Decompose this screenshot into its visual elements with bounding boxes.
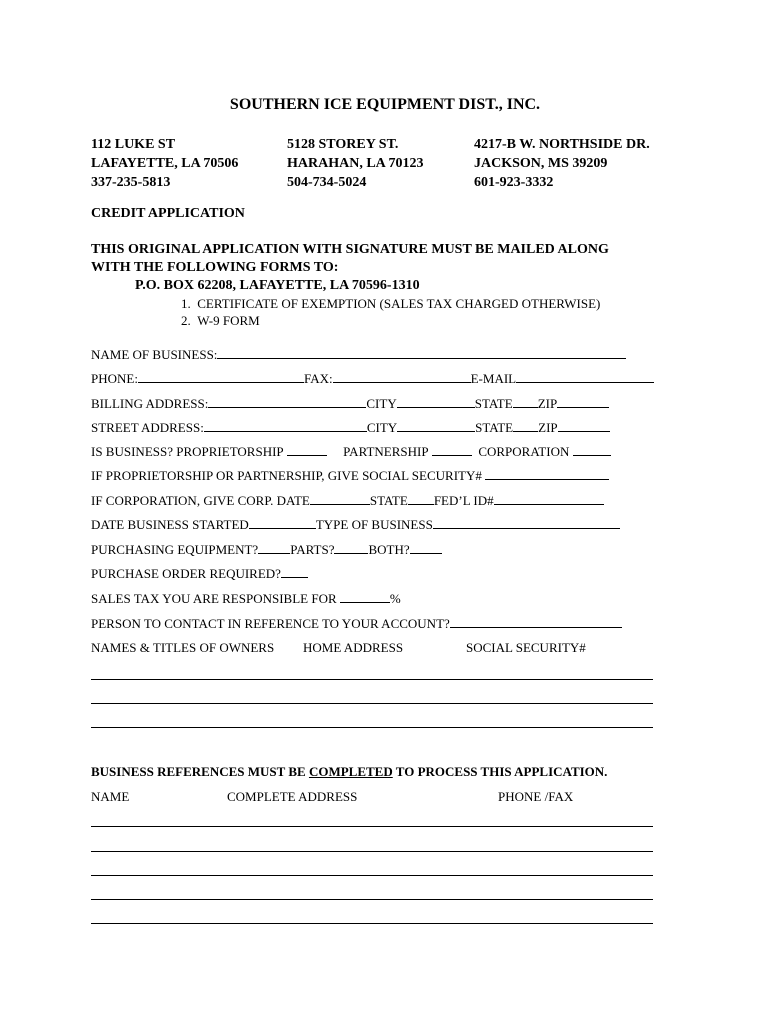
sales-tax-label: SALES TAX YOU ARE RESPONSIBLE FOR: [91, 591, 337, 606]
fax-field[interactable]: [333, 371, 471, 383]
ssn-label: IF PROPRIETORSHIP OR PARTNERSHIP, GIVE SOCIAL SECURITY#: [91, 468, 482, 483]
street-state-field[interactable]: [513, 420, 538, 432]
reference-entry-line[interactable]: [91, 899, 653, 900]
purchasing-equipment-field[interactable]: [258, 542, 290, 554]
partnership-label: PARTNERSHIP: [343, 444, 429, 459]
email-label: E-MAIL: [470, 371, 517, 386]
phone-fax-email-row: [91, 371, 654, 387]
billing-city-label: CITY: [366, 396, 397, 411]
billing-state-label: STATE: [474, 396, 513, 411]
corporation-field[interactable]: [573, 444, 611, 456]
location-city: LAFAYETTE, LA 70506: [91, 156, 239, 171]
location-street: 112 LUKE ST: [91, 137, 176, 152]
references-heading: [91, 764, 607, 780]
parts-field[interactable]: [334, 542, 368, 554]
location-jackson: [474, 135, 650, 192]
date-started-field[interactable]: [249, 517, 316, 529]
location-city: JACKSON, MS 39209: [474, 156, 608, 171]
percent-sign: %: [389, 591, 401, 606]
business-type-label: IS BUSINESS? PROPRIETORSHIP: [91, 444, 284, 459]
location-phone: 504-734-5024: [287, 175, 367, 190]
location-street: 5128 STOREY ST.: [287, 137, 399, 152]
references-col-name: NAME: [91, 789, 130, 804]
sales-tax-field[interactable]: [340, 591, 390, 603]
street-address-label: STREET ADDRESS:: [91, 420, 204, 435]
corp-state-field[interactable]: [408, 493, 434, 505]
fax-label: FAX:: [303, 371, 333, 386]
street-address-row: [91, 420, 610, 436]
purchasing-equipment-label: PURCHASING EQUIPMENT?: [91, 542, 259, 557]
instructions-line-2: WITH THE FOLLOWING FORMS TO:: [91, 260, 339, 275]
corp-date-label: IF CORPORATION, GIVE CORP. DATE: [91, 493, 310, 508]
location-phone: 601-923-3332: [474, 175, 554, 190]
billing-zip-label: ZIP: [537, 396, 558, 411]
location-harahan: [287, 135, 424, 192]
date-started-row: [91, 517, 620, 533]
street-city-field[interactable]: [397, 420, 475, 432]
owner-entry-line[interactable]: [91, 703, 653, 704]
billing-zip-field[interactable]: [557, 396, 609, 408]
reference-entry-line[interactable]: [91, 875, 653, 876]
name-of-business-row: [91, 347, 626, 363]
partnership-field[interactable]: [432, 444, 472, 456]
list-number: 2.: [181, 313, 191, 328]
street-city-label: CITY: [366, 420, 398, 435]
name-of-business-field[interactable]: [217, 347, 626, 359]
required-form-1: [181, 296, 600, 312]
owner-entry-line[interactable]: [91, 679, 653, 680]
fed-id-label: FED’L ID#: [433, 493, 494, 508]
corp-date-field[interactable]: [310, 493, 370, 505]
location-street: 4217-B W. NORTHSIDE DR.: [474, 137, 650, 152]
corporation-label: CORPORATION: [478, 444, 570, 459]
sales-tax-row: [91, 591, 401, 607]
proprietorship-field[interactable]: [287, 444, 327, 456]
po-required-label: PURCHASE ORDER REQUIRED?: [91, 566, 281, 581]
corp-date-row: [91, 493, 604, 509]
street-zip-field[interactable]: [558, 420, 610, 432]
fed-id-field[interactable]: [494, 493, 604, 505]
phone-field[interactable]: [138, 371, 304, 383]
billing-address-label: BILLING ADDRESS:: [91, 396, 209, 411]
parts-label: PARTS?: [290, 542, 335, 557]
street-state-label: STATE: [475, 420, 514, 435]
instructions-line-1: THIS ORIGINAL APPLICATION WITH SIGNATURE MUST BE MAILED ALONG: [91, 242, 609, 257]
references-col-address: COMPLETE ADDRESS: [227, 789, 358, 804]
required-form-label: CERTIFICATE OF EXEMPTION (SALES TAX CHARGED OTHERWISE): [197, 296, 601, 311]
reference-entry-line[interactable]: [91, 826, 653, 827]
both-label: BOTH?: [368, 542, 410, 557]
billing-address-field[interactable]: [208, 396, 366, 408]
references-heading-suffix: TO PROCESS THIS APPLICATION.: [395, 764, 608, 779]
form-title: CREDIT APPLICATION: [91, 206, 245, 221]
type-of-business-label: TYPE OF BUSINESS: [315, 517, 433, 532]
owners-col-names: NAMES & TITLES OF OWNERS: [91, 640, 275, 655]
location-lafayette: [91, 135, 238, 192]
email-field[interactable]: [516, 371, 654, 383]
ssn-row: [91, 468, 609, 484]
po-box-address: P.O. BOX 62208, LAFAYETTE, LA 70596-1310: [135, 278, 420, 293]
location-city: HARAHAN, LA 70123: [287, 156, 424, 171]
contact-person-label: PERSON TO CONTACT IN REFERENCE TO YOUR ACCOUNT?: [91, 616, 450, 631]
owners-col-ssn: SOCIAL SECURITY#: [466, 640, 586, 655]
both-field[interactable]: [410, 542, 442, 554]
po-required-row: [91, 566, 308, 582]
owners-col-address: HOME ADDRESS: [303, 640, 404, 655]
street-zip-label: ZIP: [538, 420, 558, 435]
location-phone: 337-235-5813: [91, 175, 171, 190]
contact-person-field[interactable]: [450, 616, 622, 628]
business-type-row: [91, 444, 611, 460]
references-col-phone: PHONE /FAX: [498, 789, 574, 804]
phone-label: PHONE:: [91, 371, 138, 386]
billing-city-field[interactable]: [397, 396, 475, 408]
references-heading-emphasis: COMPLETED: [308, 764, 393, 779]
references-heading-prefix: BUSINESS REFERENCES MUST BE: [91, 764, 306, 779]
purchasing-row: [91, 542, 442, 558]
ssn-field[interactable]: [485, 468, 609, 480]
billing-address-row: [91, 396, 609, 412]
billing-state-field[interactable]: [513, 396, 538, 408]
corp-state-label: STATE: [369, 493, 408, 508]
type-of-business-field[interactable]: [433, 517, 620, 529]
list-number: 1.: [181, 296, 191, 311]
name-of-business-label: NAME OF BUSINESS:: [91, 347, 218, 362]
required-form-label: W-9 FORM: [197, 313, 260, 328]
reference-entry-line[interactable]: [91, 851, 653, 852]
po-required-field[interactable]: [281, 566, 308, 578]
reference-entry-line[interactable]: [91, 923, 653, 924]
company-name: SOUTHERN ICE EQUIPMENT DIST., INC.: [229, 96, 541, 113]
date-started-label: DATE BUSINESS STARTED: [91, 517, 249, 532]
owner-entry-line[interactable]: [91, 727, 653, 728]
contact-person-row: [91, 616, 622, 632]
street-address-field[interactable]: [204, 420, 367, 432]
required-form-2: [181, 313, 260, 329]
